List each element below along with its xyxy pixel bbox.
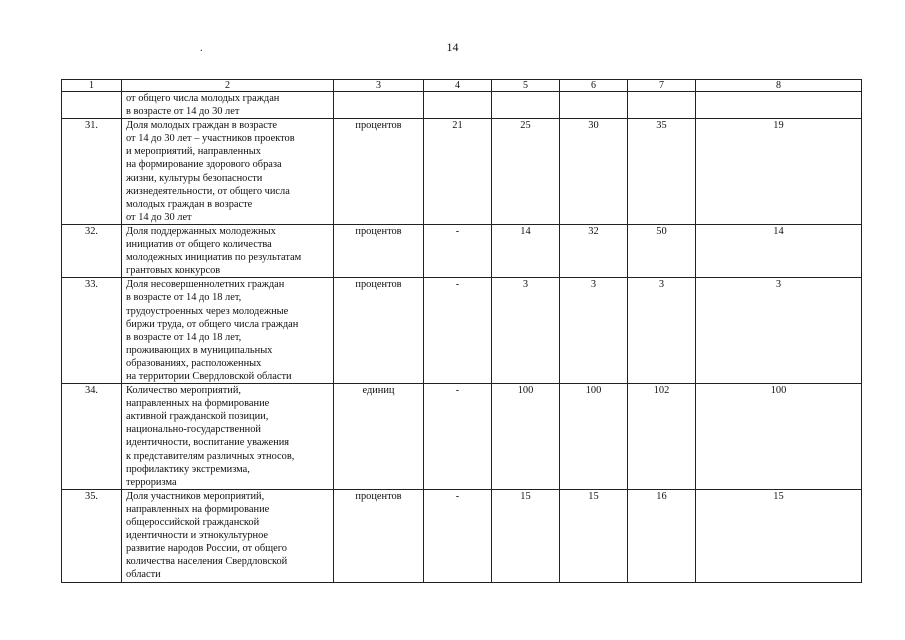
indicator-name-line: в возрасте от 14 до 18 лет, [126, 331, 242, 343]
indicator-name-line: терроризма [126, 476, 177, 488]
column-header: 2 [122, 80, 334, 92]
table-row-continuation [62, 92, 862, 119]
column-header: 5 [492, 80, 560, 92]
indicator-name-line: инициатив от общего количества [126, 239, 272, 251]
value-cell: 15 [696, 489, 862, 582]
indicator-name-line: к представителям различных этносов, [126, 450, 295, 462]
column-header: 6 [560, 80, 628, 92]
indicator-name-line: молодых граждан в возрасте [126, 198, 253, 210]
value-cell: 100 [560, 384, 628, 490]
table-row [62, 278, 862, 384]
indicators-table [61, 79, 862, 583]
column-header: 1 [62, 80, 122, 92]
table-header-row [62, 80, 862, 92]
column-header: 4 [424, 80, 492, 92]
value-cell: - [424, 224, 492, 277]
indicator-name-line: идентичности и этнокультурное [126, 530, 269, 542]
unit-cell [334, 92, 424, 119]
value-cell: 15 [560, 489, 628, 582]
value-cell: 15 [492, 489, 560, 582]
indicator-name-line: в возрасте от 14 до 30 лет [126, 106, 240, 118]
indicator-name-line: на формирование здорового образа [126, 159, 282, 171]
value-cell: - [424, 278, 492, 384]
unit-cell: процентов [334, 224, 424, 277]
value-cell: 102 [628, 384, 696, 490]
indicator-name-line: от 14 до 30 лет [126, 211, 192, 223]
indicator-name-line: национально-государственной [126, 424, 261, 436]
unit-cell: процентов [334, 489, 424, 582]
value-cell: 100 [492, 384, 560, 490]
indicator-name-line: жизни, культуры безопасности [126, 172, 263, 184]
indicator-name-line: на территории Свердловской области [126, 370, 292, 382]
row-number: 34. [62, 384, 122, 490]
value-cell: 3 [492, 278, 560, 384]
value-cell: 3 [560, 278, 628, 384]
indicator-name-line: профилактику экстремизма, [126, 463, 250, 475]
table-row [62, 489, 862, 582]
indicator-name-line: и мероприятий, направленных [126, 146, 261, 158]
indicator-name-line: направленных на формирование [126, 398, 270, 410]
value-cell: 3 [696, 278, 862, 384]
indicator-name-line: трудоустроенных через молодежные [126, 305, 289, 317]
value-cell: - [424, 489, 492, 582]
value-cell: 35 [628, 119, 696, 225]
stray-mark: . [200, 43, 203, 54]
indicator-name-line: от 14 до 30 лет – участников проектов [126, 133, 295, 145]
indicator-name-line: грантовых конкурсов [126, 265, 221, 277]
value-cell: 25 [492, 119, 560, 225]
indicator-name-line: биржи труда, от общего числа граждан [126, 318, 299, 330]
value-cell: 3 [628, 278, 696, 384]
indicator-name-line: Доля поддержанных молодежных [126, 225, 276, 237]
value-cell: 19 [696, 119, 862, 225]
column-header: 8 [696, 80, 862, 92]
value-cell [696, 92, 862, 119]
indicator-name-line: активной гражданской позиции, [126, 411, 269, 423]
row-number: 33. [62, 278, 122, 384]
indicator-name-line: Доля молодых граждан в возрасте [126, 120, 277, 132]
value-cell [628, 92, 696, 119]
unit-cell: процентов [334, 119, 424, 225]
indicator-name-line: идентичности, воспитание уважения [126, 437, 290, 449]
indicator-name [122, 278, 334, 384]
value-cell: 100 [696, 384, 862, 490]
row-number: 35. [62, 489, 122, 582]
table-row [62, 384, 862, 490]
indicator-name-line: количества населения Свердловской [126, 556, 288, 568]
indicator-name-line: Количество мероприятий, [126, 385, 242, 397]
indicator-name-line: проживающих в муниципальных [126, 344, 273, 356]
indicator-name-line: Доля участников мероприятий, [126, 490, 265, 502]
indicator-name-line: жизнедеятельности, от общего числа [126, 185, 290, 197]
value-cell: 50 [628, 224, 696, 277]
row-number: 31. [62, 119, 122, 225]
unit-cell: процентов [334, 278, 424, 384]
indicator-name-line: в возрасте от 14 до 18 лет, [126, 292, 242, 304]
value-cell [560, 92, 628, 119]
column-header: 3 [334, 80, 424, 92]
table-row [62, 224, 862, 277]
table-row [62, 119, 862, 225]
indicator-name-line: области [126, 569, 161, 581]
row-number [62, 92, 122, 119]
value-cell: 14 [696, 224, 862, 277]
unit-cell: единиц [334, 384, 424, 490]
indicator-name-line: направленных на формирование [126, 503, 270, 515]
value-cell [492, 92, 560, 119]
indicator-name [122, 119, 334, 225]
value-cell: 30 [560, 119, 628, 225]
indicator-name-line: Доля несовершеннолетних граждан [126, 279, 285, 291]
value-cell: 21 [424, 119, 492, 225]
indicator-name-line: развитие народов России, от общего [126, 543, 287, 555]
indicator-name-line: молодежных инициатив по результатам [126, 252, 302, 264]
row-number: 32. [62, 224, 122, 277]
value-cell: 16 [628, 489, 696, 582]
value-cell: 14 [492, 224, 560, 277]
indicator-name [122, 489, 334, 582]
indicator-name-line: от общего числа молодых граждан [126, 93, 280, 104]
indicator-name [122, 92, 334, 119]
indicator-name-line: общероссийской гражданской [126, 517, 260, 528]
indicator-name-line: образованиях, расположенных [126, 357, 262, 369]
indicator-name [122, 384, 334, 490]
value-cell: 32 [560, 224, 628, 277]
column-header: 7 [628, 80, 696, 92]
value-cell [424, 92, 492, 119]
value-cell: - [424, 384, 492, 490]
page-number: 14 [446, 40, 459, 54]
indicator-name [122, 224, 334, 277]
